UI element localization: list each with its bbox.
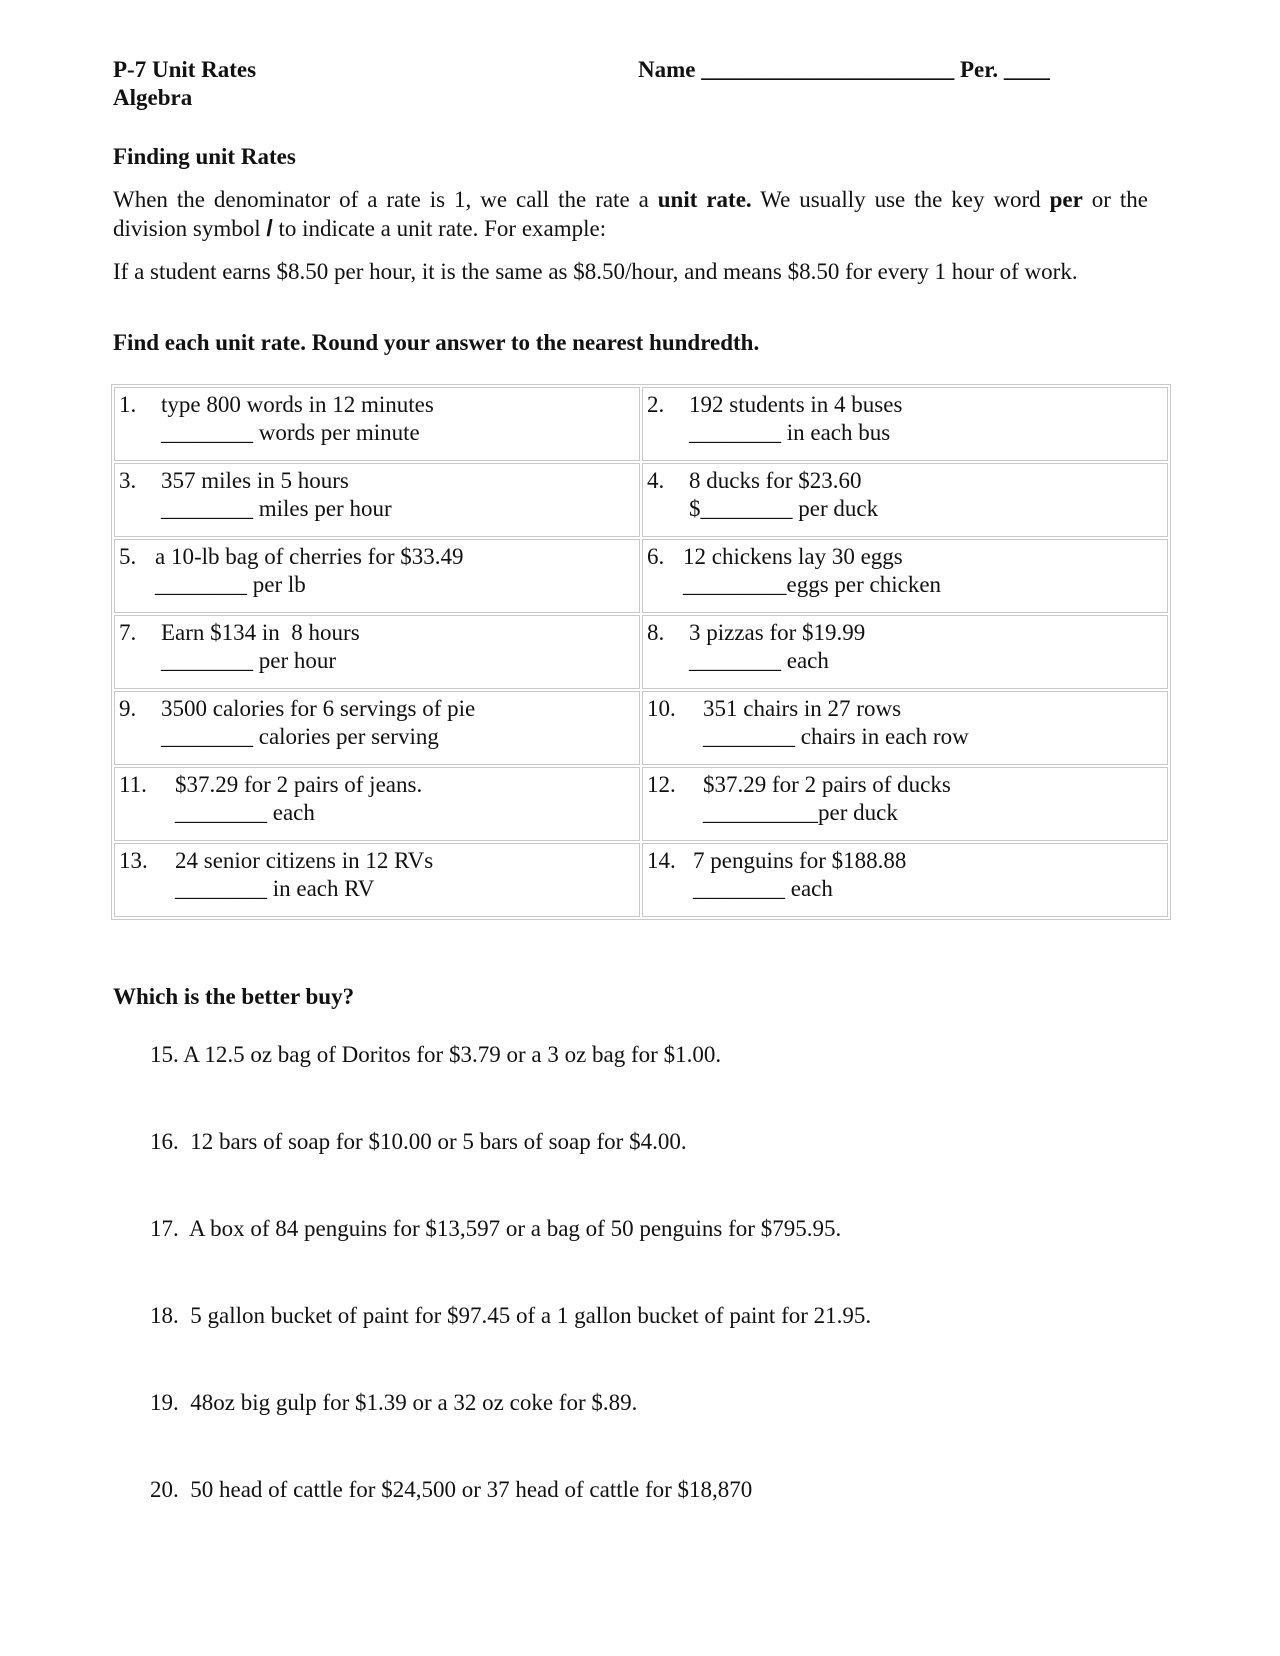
worksheet-title: P-7 Unit Rates bbox=[113, 57, 257, 82]
answer-blank[interactable]: ________ words per minute bbox=[161, 420, 420, 445]
problem-text: Earn $134 in 8 hours bbox=[161, 620, 360, 645]
table-row bbox=[114, 539, 1168, 613]
slash-symbol: / bbox=[266, 215, 273, 241]
problem-text: 357 miles in 5 hours bbox=[161, 468, 349, 493]
problem-cell bbox=[642, 767, 1168, 841]
problem-number: 5. bbox=[119, 544, 137, 569]
answer-blank[interactable]: ________ each bbox=[689, 648, 829, 673]
problem-number: 9. bbox=[119, 696, 137, 721]
problem-cell bbox=[114, 387, 640, 461]
answer-blank[interactable]: ________ per lb bbox=[155, 572, 306, 597]
answer-blank[interactable]: ________ in each bus bbox=[689, 420, 891, 445]
problem-cell bbox=[114, 539, 640, 613]
problem-number: 4. bbox=[647, 468, 665, 493]
problem-number: 6. bbox=[647, 544, 665, 569]
problem-cell bbox=[114, 691, 640, 765]
intro-text-c: We usually use the key word bbox=[751, 187, 1050, 212]
problem-text: $37.29 for 2 pairs of ducks bbox=[703, 772, 951, 797]
table-row bbox=[114, 767, 1168, 841]
table-row bbox=[114, 387, 1168, 461]
better-buy-item: 15. A 12.5 oz bag of Doritos for $3.79 or a 3 oz bag for $1.00. bbox=[150, 1042, 722, 1067]
name-period-line: Name ______________________ Per. ____ bbox=[638, 57, 1050, 82]
better-buy-item: 17. A box of 84 penguins for $13,597 or a bag of 50 penguins for $795.95. bbox=[150, 1216, 842, 1241]
problem-cell bbox=[642, 539, 1168, 613]
answer-blank[interactable]: _________eggs per chicken bbox=[683, 572, 942, 597]
worksheet-subject: Algebra bbox=[113, 85, 193, 110]
problem-number: 14. bbox=[647, 848, 676, 873]
problem-text: 12 chickens lay 30 eggs bbox=[683, 544, 903, 569]
problem-text: 351 chairs in 27 rows bbox=[703, 696, 902, 721]
section-title: Finding unit Rates bbox=[113, 144, 296, 169]
problem-cell bbox=[114, 463, 640, 537]
table-row bbox=[114, 691, 1168, 765]
answer-blank[interactable]: $________ per duck bbox=[689, 496, 879, 521]
better-buy-item: 18. 5 gallon bucket of paint for $97.45 of a 1 gallon bucket of paint for 21.95. bbox=[150, 1303, 872, 1328]
answer-blank[interactable]: __________per duck bbox=[703, 800, 898, 825]
problem-text: 3 pizzas for $19.99 bbox=[689, 620, 866, 645]
unit-rate-term: unit rate. bbox=[657, 187, 752, 212]
answer-blank[interactable]: ________ per hour bbox=[161, 648, 337, 673]
answer-blank[interactable]: ________ each bbox=[693, 876, 833, 901]
answer-blank[interactable]: ________ in each RV bbox=[175, 876, 375, 901]
answer-blank[interactable]: ________ chairs in each row bbox=[703, 724, 969, 749]
problem-cell bbox=[114, 767, 640, 841]
problem-text: 8 ducks for $23.60 bbox=[689, 468, 862, 493]
per-term: per bbox=[1049, 187, 1083, 212]
answer-blank[interactable]: ________ each bbox=[175, 800, 315, 825]
table-row bbox=[114, 615, 1168, 689]
problem-number: 13. bbox=[119, 848, 148, 873]
problem-text: 24 senior citizens in 12 RVs bbox=[175, 848, 434, 873]
problem-cell bbox=[642, 615, 1168, 689]
table-row bbox=[114, 843, 1168, 917]
problem-number: 7. bbox=[119, 620, 137, 645]
problem-number: 3. bbox=[119, 468, 137, 493]
intro-text-g: to indicate a unit rate. For example: bbox=[272, 216, 607, 241]
problem-cell bbox=[642, 387, 1168, 461]
problem-cell bbox=[114, 843, 640, 917]
instructions: Find each unit rate. Round your answer to the nearest hundredth. bbox=[113, 330, 760, 355]
better-buy-item: 20. 50 head of cattle for $24,500 or 37 head of cattle for $18,870 bbox=[150, 1477, 753, 1502]
problem-number: 10. bbox=[647, 696, 676, 721]
problem-number: 11. bbox=[119, 772, 147, 797]
intro-text-e: or the division symbol bbox=[113, 187, 1148, 241]
problem-text: 3500 calories for 6 servings of pie bbox=[161, 696, 476, 721]
problem-text: type 800 words in 12 minutes bbox=[161, 392, 434, 417]
worksheet-header bbox=[113, 56, 256, 112]
table-row bbox=[114, 463, 1168, 537]
better-buy-title: Which is the better buy? bbox=[113, 984, 355, 1009]
example-paragraph: If a student earns $8.50 per hour, it is the same as $8.50/hour, and means $8.50 for every 1 hour of work. bbox=[113, 259, 1078, 284]
problem-number: 8. bbox=[647, 620, 665, 645]
problem-number: 12. bbox=[647, 772, 676, 797]
better-buy-item: 16. 12 bars of soap for $10.00 or 5 bars of soap for $4.00. bbox=[150, 1129, 687, 1154]
problem-number: 1. bbox=[119, 392, 137, 417]
better-buy-item: 19. 48oz big gulp for $1.39 or a 32 oz coke for $.89. bbox=[150, 1390, 638, 1415]
problem-number: 2. bbox=[647, 392, 665, 417]
problem-text: 192 students in 4 buses bbox=[689, 392, 903, 417]
unit-rate-problems-table bbox=[111, 384, 1171, 920]
intro-text-a: When the denominator of a rate is 1, we call the rate a bbox=[113, 187, 658, 212]
problem-cell bbox=[114, 615, 640, 689]
problem-text: a 10-lb bag of cherries for $33.49 bbox=[155, 544, 464, 569]
intro-paragraph bbox=[113, 186, 1148, 243]
problem-cell bbox=[642, 843, 1168, 917]
answer-blank[interactable]: ________ miles per hour bbox=[161, 496, 392, 521]
answer-blank[interactable]: ________ calories per serving bbox=[161, 724, 439, 749]
problem-text: $37.29 for 2 pairs of jeans. bbox=[175, 772, 423, 797]
problem-cell bbox=[642, 463, 1168, 537]
problem-cell bbox=[642, 691, 1168, 765]
problem-text: 7 penguins for $188.88 bbox=[693, 848, 907, 873]
